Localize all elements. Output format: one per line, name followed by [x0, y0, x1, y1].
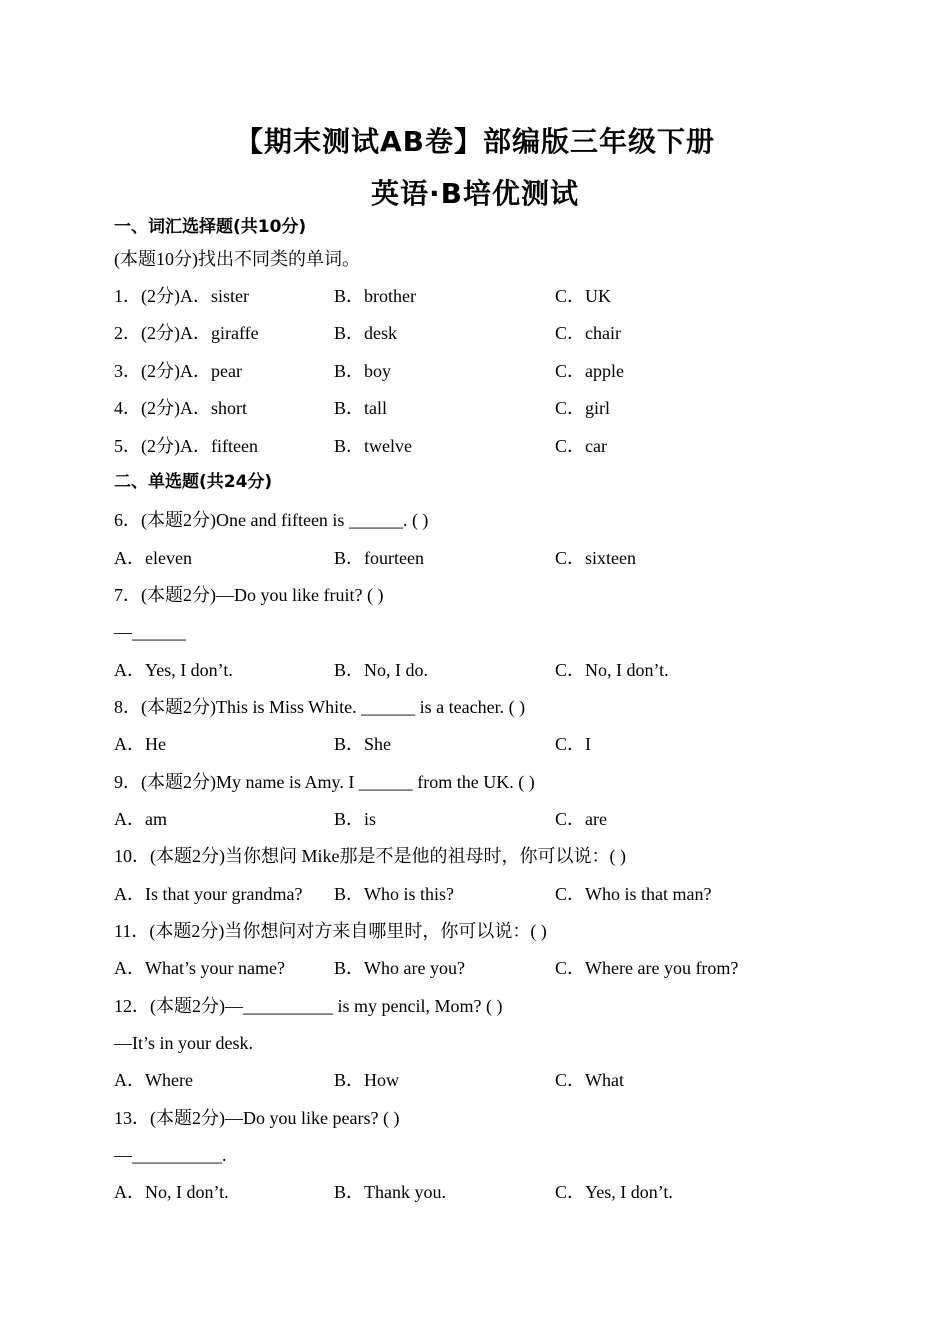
q10-option-b: B．Who is this? — [334, 884, 454, 904]
q9-stem: 9．(本题2分)My name is Amy. I ______ from the UK. ( ) — [114, 772, 535, 792]
q11-stem: 11．(本题2分)当你想问对方来自哪里时，你可以说：( ) — [114, 921, 547, 941]
q1-option-a: 1．(2分)A．sister — [114, 286, 249, 306]
q3-option-a: 3．(2分)A．pear — [114, 361, 242, 381]
q12-option-a: A．Where — [114, 1070, 193, 1090]
q9-option-b: B．is — [334, 809, 377, 829]
q6-option-b: B．fourteen — [334, 548, 424, 568]
q7-option-c: C．No, I don’t. — [555, 660, 669, 680]
q2-option-a: 2．(2分)A．giraffe — [114, 323, 259, 343]
q8-stem: 8．(本题2分)This is Miss White. ______ is a teacher. ( ) — [114, 697, 526, 717]
q11-option-b: B．Who are you? — [334, 958, 465, 978]
q2-option-b: B．desk — [334, 323, 397, 343]
q5-option-c: C．car — [555, 436, 607, 456]
q7-option-a: A．Yes, I don’t. — [114, 660, 233, 680]
q13-answer-line: —__________. — [114, 1145, 227, 1165]
q8-option-c: C．I — [555, 734, 591, 754]
q8-option-a: A．He — [114, 734, 166, 754]
q13-option-b: B．Thank you. — [334, 1182, 446, 1202]
exam-subtitle: 英语·B培优测试 — [371, 177, 579, 210]
q5-option-b: B．twelve — [334, 436, 412, 456]
section1-heading: 一、词汇选择题(共10分) — [114, 217, 307, 237]
q1-option-b: B．brother — [334, 286, 416, 306]
q10-stem: 10．(本题2分)当你想问 Mike那是不是他的祖母时，你可以说：( ) — [114, 846, 626, 866]
q2-option-c: C．chair — [555, 323, 621, 343]
section1-instruction: (本题10分)找出不同类的单词。 — [114, 249, 360, 269]
q11-option-a: A．What’s your name? — [114, 958, 285, 978]
q1-option-c: C．UK — [555, 286, 612, 306]
q13-option-c: C．Yes, I don’t. — [555, 1182, 673, 1202]
q6-option-c: C．sixteen — [555, 548, 636, 568]
q7-stem: 7．(本题2分)—Do you like fruit? ( ) — [114, 585, 384, 605]
q12-stem: 12．(本题2分)—__________ is my pencil, Mom? ( ) — [114, 996, 503, 1016]
q4-option-a: 4．(2分)A．short — [114, 398, 247, 418]
q3-option-c: C．apple — [555, 361, 624, 381]
q4-option-c: C．girl — [555, 398, 611, 418]
q4-option-b: B．tall — [334, 398, 387, 418]
q6-option-a: A．eleven — [114, 548, 192, 568]
q8-option-b: B．She — [334, 734, 392, 754]
q6-stem: 6．(本题2分)One and fifteen is ______. ( ) — [114, 510, 429, 530]
q13-stem: 13．(本题2分)—Do you like pears? ( ) — [114, 1108, 400, 1128]
q10-option-c: C．Who is that man? — [555, 884, 712, 904]
q9-option-c: C．are — [555, 809, 607, 829]
exam-title: 【期末测试AB卷】部编版三年级下册 — [234, 125, 715, 158]
q10-option-a: A．Is that your grandma? — [114, 884, 303, 904]
section2-heading: 二、单选题(共24分) — [114, 472, 273, 492]
q3-option-b: B．boy — [334, 361, 392, 381]
q11-option-c: C．Where are you from? — [555, 958, 739, 978]
q5-option-a: 5．(2分)A．fifteen — [114, 436, 258, 456]
q12-answer-line: —It’s in your desk. — [114, 1033, 253, 1053]
q13-option-a: A．No, I don’t. — [114, 1182, 229, 1202]
q7-option-b: B．No, I do. — [334, 660, 428, 680]
q7-answer-line: —______ — [114, 622, 186, 642]
q12-option-b: B．How — [334, 1070, 400, 1090]
q9-option-a: A．am — [114, 809, 167, 829]
q12-option-c: C．What — [555, 1070, 624, 1090]
